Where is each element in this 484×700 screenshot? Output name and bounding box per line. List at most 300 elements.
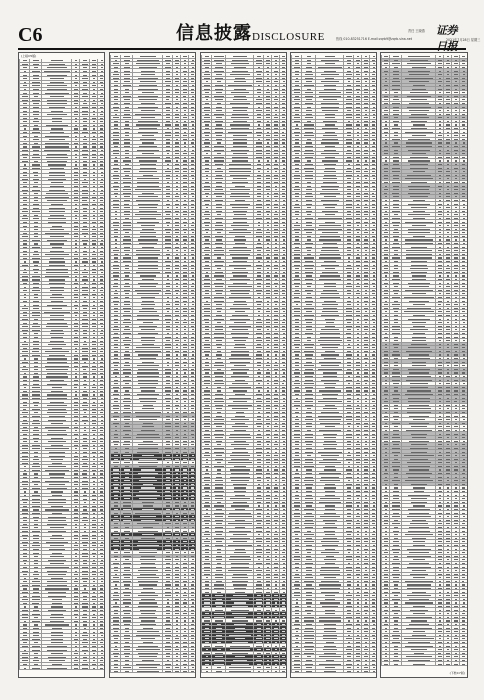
cell-text-placeholder: [93, 211, 95, 212]
table-cell: [71, 185, 79, 188]
table-cell: [41, 239, 71, 242]
cell-text-placeholder: [82, 204, 88, 205]
cell-text-placeholder: [34, 265, 38, 266]
table-cell: [29, 368, 41, 371]
table-cell: [29, 120, 41, 123]
cell-text-placeholder: [74, 305, 78, 306]
cell-text-placeholder: [93, 333, 95, 334]
cell-text-placeholder: [23, 233, 26, 234]
table-cell: [89, 192, 97, 195]
table-cell: [79, 217, 89, 220]
cell-text-placeholder: [101, 175, 103, 176]
table-cell: [79, 350, 89, 353]
table-cell: [19, 289, 29, 292]
cell-text-placeholder: [100, 312, 103, 313]
issue-date: 2021年7月28日 星期三: [446, 37, 480, 42]
table-cell: [97, 260, 104, 263]
table-cell: [79, 221, 89, 224]
table-cell: [79, 84, 89, 87]
cell-text-placeholder: [23, 333, 27, 334]
table-cell: [29, 206, 41, 209]
cell-text-placeholder: [100, 161, 102, 162]
cell-text-placeholder: [83, 67, 88, 68]
cell-text-placeholder: [82, 132, 87, 133]
cell-text-placeholder: [84, 236, 87, 237]
cell-text-placeholder: [44, 150, 69, 151]
table-cell: [29, 109, 41, 112]
cell-text-placeholder: [23, 315, 27, 316]
table-cell: [79, 134, 89, 137]
cell-text-placeholder: [33, 301, 39, 302]
table-cell: [29, 106, 41, 109]
cell-text-placeholder: [32, 351, 39, 352]
cell-text-placeholder: [100, 157, 104, 158]
table-cell: [19, 196, 29, 199]
cell-text-placeholder: [23, 103, 26, 104]
table-cell: [97, 88, 104, 91]
table-cell: [19, 131, 29, 134]
cell-text-placeholder: [100, 283, 102, 284]
cell-text-placeholder: [83, 337, 86, 338]
cell-text-placeholder: [23, 200, 28, 201]
cell-text-placeholder: [93, 114, 95, 115]
table-cell: [41, 260, 71, 263]
cell-text-placeholder: [100, 121, 102, 122]
table-cell: [71, 174, 79, 177]
table-cell: [29, 332, 41, 335]
table-cell: [41, 210, 71, 213]
cell-text-placeholder: [75, 240, 77, 241]
table-cell: [89, 102, 97, 105]
cell-text-placeholder: [93, 362, 95, 363]
table-cell: [89, 181, 97, 184]
cell-text-placeholder: [83, 376, 87, 377]
cell-text-placeholder: [93, 276, 96, 277]
cell-text-placeholder: [33, 261, 39, 262]
table-cell: [79, 109, 89, 112]
cell-text-placeholder: [74, 362, 79, 363]
cell-text-placeholder: [82, 290, 87, 291]
cell-text-placeholder: [74, 330, 77, 331]
table-cell: [19, 361, 29, 364]
table-cell: [71, 300, 79, 303]
table-cell: [71, 106, 79, 109]
table-cell: [29, 221, 41, 224]
cell-text-placeholder: [34, 161, 38, 162]
table-cell: [41, 235, 71, 238]
table-cell: [89, 73, 97, 76]
table-cell: [19, 354, 29, 357]
cell-text-placeholder: [23, 114, 26, 115]
table-cell: [89, 264, 97, 267]
table-cell: [71, 296, 79, 299]
cell-text-placeholder: [48, 222, 66, 223]
table-cell: [71, 257, 79, 260]
cell-text-placeholder: [84, 269, 87, 270]
cell-text-placeholder: [23, 323, 26, 324]
cell-text-placeholder: [23, 85, 27, 86]
table-cell: [89, 160, 97, 163]
table-cell: [79, 364, 89, 367]
table-cell: [97, 196, 104, 199]
cell-text-placeholder: [22, 161, 27, 162]
table-cell: [79, 178, 89, 181]
table-cell: [79, 113, 89, 116]
table-cell: [19, 145, 29, 148]
table-cell: [41, 109, 71, 112]
table-cell: [71, 181, 79, 184]
table-cell: [71, 253, 79, 256]
table-cell: [71, 224, 79, 227]
table-cell: [19, 178, 29, 181]
table-cell: [29, 336, 41, 339]
cell-text-placeholder: [92, 60, 95, 61]
table-cell: [89, 285, 97, 288]
cell-text-placeholder: [83, 222, 86, 223]
cell-text-placeholder: [75, 161, 77, 162]
table-cell: [29, 361, 41, 364]
table-cell: [29, 253, 41, 256]
table-cell: [79, 170, 89, 173]
table-cell: [97, 307, 104, 310]
cell-text-placeholder: [75, 107, 77, 108]
cell-text-placeholder: [100, 197, 102, 198]
table-cell: [71, 382, 79, 385]
table-cell: [97, 314, 104, 317]
table-cell: [29, 275, 41, 278]
table-cell: [41, 307, 71, 310]
table-cell: [71, 113, 79, 116]
table-cell: [89, 239, 97, 242]
cell-text-placeholder: [100, 308, 103, 309]
table-cell: [41, 102, 71, 105]
cell-text-placeholder: [93, 337, 95, 338]
cell-text-placeholder: [82, 233, 88, 234]
cell-text-placeholder: [47, 161, 67, 162]
cell-text-placeholder: [93, 391, 96, 392]
cell-text-placeholder: [101, 358, 103, 359]
table-cell: [29, 296, 41, 299]
table-cell: [89, 206, 97, 209]
cell-text-placeholder: [101, 272, 103, 273]
cell-text-placeholder: [83, 301, 87, 302]
cell-text-placeholder: [23, 168, 26, 169]
table-cell: [89, 210, 97, 213]
table-cell: [79, 199, 89, 202]
section-title-english: DISCLOSURE: [252, 31, 325, 43]
cell-text-placeholder: [45, 146, 69, 147]
cell-text-placeholder: [101, 85, 103, 86]
cell-text-placeholder: [23, 251, 27, 252]
table-cell: [29, 343, 41, 346]
cell-text-placeholder: [82, 358, 89, 359]
cell-text-placeholder: [32, 387, 40, 388]
table-cell: [89, 149, 97, 152]
cell-text-placeholder: [100, 391, 103, 392]
table-cell: [97, 73, 104, 76]
cell-text-placeholder: [92, 341, 96, 342]
cell-text-placeholder: [100, 96, 104, 97]
cell-text-placeholder: [92, 287, 96, 288]
table-cell: [29, 379, 41, 382]
cell-text-placeholder: [82, 200, 87, 201]
cell-text-placeholder: [74, 111, 78, 112]
table-cell: [29, 307, 41, 310]
table-cell: [19, 267, 29, 270]
table-cell: [89, 278, 97, 281]
table-cell: [71, 134, 79, 137]
cell-text-placeholder: [34, 272, 37, 273]
table-cell: [97, 357, 104, 360]
table-cell: [89, 275, 97, 278]
table-cell: [29, 232, 41, 235]
table-cell: [71, 192, 79, 195]
table-cell: [19, 311, 29, 314]
table-cell: [71, 131, 79, 134]
cell-text-placeholder: [50, 215, 63, 216]
table-cell: [41, 372, 71, 375]
cell-text-placeholder: [51, 128, 62, 129]
cell-text-placeholder: [47, 89, 67, 90]
cell-text-placeholder: [82, 182, 88, 183]
table-cell: [89, 325, 97, 328]
table-cell: [79, 152, 89, 155]
table-cell: [89, 214, 97, 217]
table-cell: [97, 95, 104, 98]
cell-text-placeholder: [100, 233, 103, 234]
table-cell: [41, 91, 71, 94]
table-cell: [89, 372, 97, 375]
table-cell: [41, 267, 71, 270]
table-cell: [29, 382, 41, 385]
table-cell: [19, 242, 29, 245]
cell-text-placeholder: [101, 150, 103, 151]
table-cell: [97, 289, 104, 292]
cell-text-placeholder: [74, 200, 79, 201]
table-cell: [79, 332, 89, 335]
cell-text-placeholder: [51, 301, 62, 302]
table-cell: [71, 235, 79, 238]
cell-text-placeholder: [34, 215, 38, 216]
table-cell: [19, 203, 29, 206]
cell-text-placeholder: [45, 276, 70, 277]
cell-text-placeholder: [34, 193, 38, 194]
table-cell: [79, 307, 89, 310]
table-cell: [41, 285, 71, 288]
table-cell: [79, 372, 89, 375]
cell-text-placeholder: [23, 204, 28, 205]
cell-text-placeholder: [93, 193, 96, 194]
table-cell: [41, 350, 71, 353]
table-cell: [41, 257, 71, 260]
table-cell: [71, 178, 79, 181]
table-cell: [41, 375, 71, 378]
cell-text-placeholder: [34, 358, 38, 359]
table-cell: [29, 321, 41, 324]
cell-text-placeholder: [23, 60, 28, 61]
cell-text-placeholder: [83, 186, 88, 187]
cell-text-placeholder: [74, 128, 77, 129]
cell-text-placeholder: [75, 301, 78, 302]
cell-text-placeholder: [101, 71, 103, 72]
cell-text-placeholder: [92, 64, 96, 65]
cell-text-placeholder: [32, 247, 40, 248]
cell-text-placeholder: [75, 85, 77, 86]
table-cell: [89, 375, 97, 378]
cell-text-placeholder: [33, 348, 39, 349]
cell-text-placeholder: [23, 366, 26, 367]
cell-text-placeholder: [83, 168, 88, 169]
table-cell: [89, 253, 97, 256]
cell-text-placeholder: [74, 82, 78, 83]
table-cell: [79, 339, 89, 342]
table-cell: [71, 66, 79, 69]
cell-text-placeholder: [45, 136, 69, 137]
table-cell: [29, 160, 41, 163]
table-cell: [71, 228, 79, 231]
table-cell: [97, 321, 104, 324]
cell-text-placeholder: [92, 254, 96, 255]
cell-text-placeholder: [100, 168, 103, 169]
table-cell: [19, 329, 29, 332]
cell-text-placeholder: [46, 269, 67, 270]
table-cell: [79, 59, 89, 62]
cell-text-placeholder: [47, 358, 67, 359]
table-cell: [79, 343, 89, 346]
cell-text-placeholder: [101, 190, 103, 191]
cell-text-placeholder: [23, 75, 27, 76]
table-cell: [97, 278, 104, 281]
cell-text-placeholder: [92, 85, 95, 86]
cell-text-placeholder: [93, 297, 95, 298]
table-cell: [79, 336, 89, 339]
cell-text-placeholder: [82, 197, 88, 198]
cell-text-placeholder: [100, 136, 102, 137]
cell-text-placeholder: [47, 85, 67, 86]
table-cell: [89, 134, 97, 137]
cell-text-placeholder: [32, 394, 39, 395]
table-cell: [89, 63, 97, 66]
cell-text-placeholder: [23, 182, 27, 183]
table-cell: [41, 120, 71, 123]
table-cell: [89, 347, 97, 350]
table-cell: [71, 267, 79, 270]
cell-text-placeholder: [100, 229, 103, 230]
cell-text-placeholder: [74, 132, 79, 133]
cell-text-placeholder: [92, 269, 95, 270]
cell-text-placeholder: [23, 107, 27, 108]
table-cell: [19, 339, 29, 342]
table-cell: [41, 354, 71, 357]
table-cell: [97, 339, 104, 342]
table-cell: [79, 192, 89, 195]
cell-text-placeholder: [34, 366, 38, 367]
cell-text-placeholder: [23, 78, 26, 79]
cell-text-placeholder: [92, 373, 95, 374]
table-cell: [71, 81, 79, 84]
cell-text-placeholder: [75, 373, 77, 374]
cell-text-placeholder: [82, 193, 89, 194]
table-cell: [89, 203, 97, 206]
cell-text-placeholder: [23, 384, 27, 385]
table-cell: [41, 364, 71, 367]
table-cell: [29, 77, 41, 80]
cell-text-placeholder: [74, 233, 79, 234]
table-cell: [29, 357, 41, 360]
cell-text-placeholder: [92, 197, 96, 198]
table-cell: [29, 217, 41, 220]
table-cell: [79, 361, 89, 364]
cell-text-placeholder: [100, 301, 103, 302]
table-cell: [19, 109, 29, 112]
table-cell: [79, 88, 89, 91]
cell-text-placeholder: [100, 290, 103, 291]
table-cell: [19, 106, 29, 109]
table-cell: [29, 364, 41, 367]
cell-text-placeholder: [83, 258, 87, 259]
cell-text-placeholder: [32, 211, 40, 212]
table-cell: [19, 239, 29, 242]
cell-text-placeholder: [50, 297, 64, 298]
table-cell: [79, 149, 89, 152]
table-cell: [71, 221, 79, 224]
cell-text-placeholder: [75, 319, 78, 320]
table-cell: [19, 163, 29, 166]
cell-text-placeholder: [92, 204, 96, 205]
table-cell: [29, 267, 41, 270]
table-cell: [71, 239, 79, 242]
cell-text-placeholder: [74, 254, 78, 255]
table-cell: [19, 278, 29, 281]
cell-text-placeholder: [33, 114, 40, 115]
cell-text-placeholder: [92, 103, 97, 104]
cell-text-placeholder: [92, 319, 97, 320]
table-cell: [97, 203, 104, 206]
cell-text-placeholder: [50, 132, 65, 133]
table-cell: [89, 296, 97, 299]
cell-text-placeholder: [74, 186, 78, 187]
cell-text-placeholder: [100, 366, 103, 367]
table-cell: [97, 167, 104, 170]
cell-text-placeholder: [83, 226, 87, 227]
cell-text-placeholder: [22, 154, 29, 155]
cell-text-placeholder: [83, 143, 88, 144]
cell-text-placeholder: [84, 265, 87, 266]
cell-text-placeholder: [33, 107, 39, 108]
cell-text-placeholder: [75, 136, 77, 137]
cell-text-placeholder: [50, 290, 63, 291]
cell-text-placeholder: [83, 312, 86, 313]
cell-text-placeholder: [34, 236, 37, 237]
cell-text-placeholder: [75, 287, 77, 288]
table-cell: [41, 318, 71, 321]
cell-text-placeholder: [100, 319, 103, 320]
cell-text-placeholder: [24, 261, 27, 262]
table-cell: [29, 375, 41, 378]
table-cell: [19, 102, 29, 105]
table-cell: [97, 124, 104, 127]
table-cell: [79, 63, 89, 66]
table-cell: [89, 321, 97, 324]
cell-text-placeholder: [75, 164, 77, 165]
cell-text-placeholder: [23, 125, 26, 126]
cell-text-placeholder: [93, 172, 95, 173]
table-column-1: [18, 52, 105, 678]
cell-text-placeholder: [24, 294, 27, 295]
table-cell: [97, 210, 104, 213]
table-cell: [29, 318, 41, 321]
cell-text-placeholder: [22, 326, 28, 327]
